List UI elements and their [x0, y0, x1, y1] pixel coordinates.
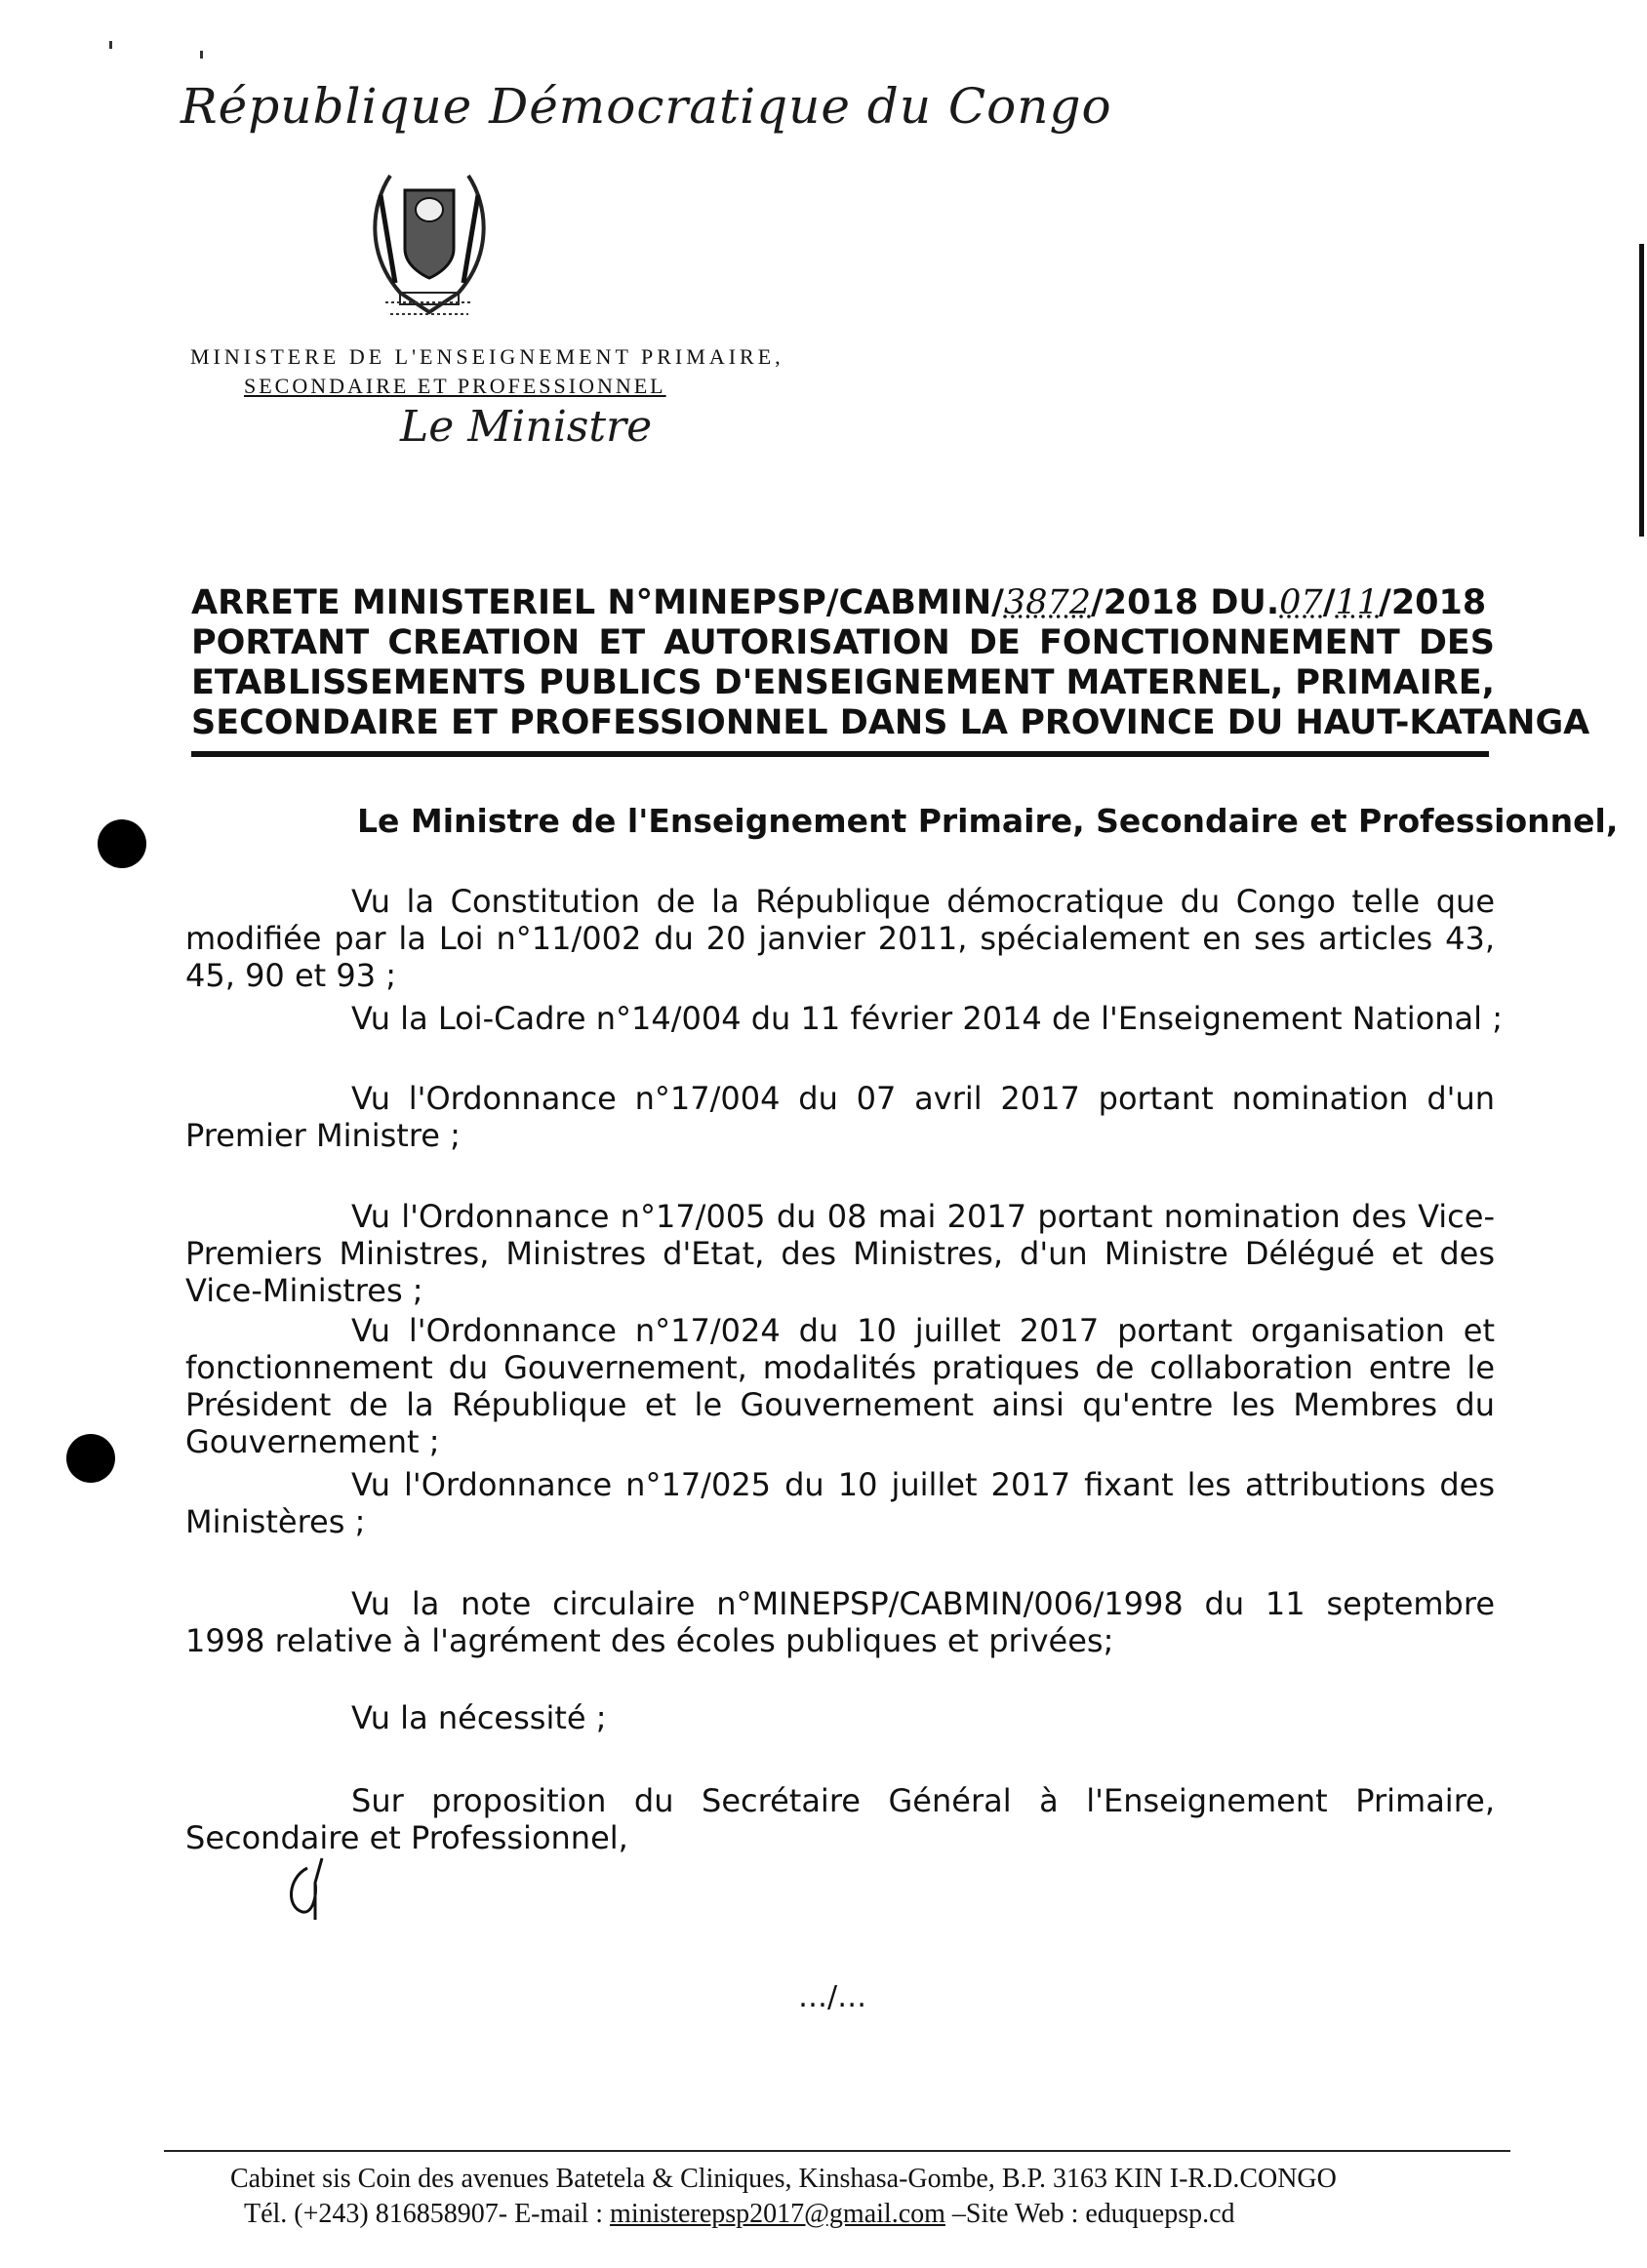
footer-email-link[interactable]: ministerepsp2017@gmail.com	[610, 2199, 945, 2229]
title-line-4: SECONDAIRE ET PROFESSIONNEL DANS LA PROVINCE DU HAUT-KATANGA	[191, 703, 1590, 742]
handwritten-day: 07	[1279, 583, 1323, 622]
coat-of-arms-emblem	[361, 156, 498, 322]
intro-line: Le Ministre de l'Enseignement Primaire, Secondaire et Professionnel,	[357, 802, 1619, 840]
decree-number-prefix: ARRETE MINISTERIEL N°MINEPSP/CABMIN/3872/2018 DU.07/11/2018	[191, 583, 1487, 622]
header-republic: République Démocratique du Congo	[181, 78, 1112, 135]
scan-mark	[200, 51, 203, 59]
paragraph-proposition: Sur proposition du Secrétaire Général à l'Enseignement Primaire, Secondaire et Professionnel,	[185, 1782, 1495, 1856]
paragraph-ordonnance-17-024: Vu l'Ordonnance n°17/024 du 10 juillet 2017 portant organisation et fonctionnement du Gouvernement, modalités pratiques de collaboration entre le Président de la République et le Gouvernement ainsi qu'entre les Membres du Gouvernement ;	[185, 1312, 1495, 1460]
title-underline-rule	[191, 751, 1489, 757]
handwritten-decree-number: 3872	[1003, 583, 1091, 622]
paragraph-necessite: Vu la nécessité ;	[351, 1699, 607, 1736]
ministry-name-line1: MINISTERE DE L'ENSEIGNEMENT PRIMAIRE,	[190, 344, 784, 369]
paragraph-constitution: Vu la Constitution de la République démocratique du Congo telle que modifiée par la Loi n°11/002 du 20 janvier 2011, spécialement en ses articles 43, 45, 90 et 93 ;	[185, 883, 1495, 994]
paragraph-ordonnance-17-004: Vu l'Ordonnance n°17/004 du 07 avril 2017 portant nomination d'un Premier Ministre ;	[185, 1080, 1495, 1154]
footer-address: Cabinet sis Coin des avenues Batetela & Cliniques, Kinshasa-Gombe, B.P. 3163 KIN I-R.D.CONGO	[230, 2164, 1337, 2194]
handwritten-month: 11	[1335, 583, 1380, 622]
title-line-1	[191, 583, 1495, 623]
decree-title	[191, 583, 1590, 743]
title-line-2: PORTANT CREATION ET AUTORISATION DE FONCTIONNEMENT DES	[191, 623, 1495, 662]
paragraph-loi-cadre: Vu la Loi-Cadre n°14/004 du 11 février 2014 de l'Enseignement National ;	[351, 1000, 1503, 1037]
footer-contact: Tél. (+243) 816858907- E-mail : ministerepsp2017@gmail.com –Site Web : eduquepsp.cd	[244, 2199, 1235, 2229]
ministry-name-line2: SECONDAIRE ET PROFESSIONNEL	[244, 374, 666, 398]
le-ministre-heading: Le Ministre	[400, 402, 653, 452]
punch-hole	[98, 819, 146, 868]
paragraph-ordonnance-17-025: Vu l'Ordonnance n°17/025 du 10 juillet 2017 fixant les attributions des Ministères ;	[185, 1466, 1495, 1540]
paragraph-ordonnance-17-005: Vu l'Ordonnance n°17/005 du 08 mai 2017 portant nomination des Vice-Premiers Ministres, Ministres d'Etat, des Ministres, d'un Ministre Délégué et des Vice-Ministres ;	[185, 1198, 1495, 1309]
handwritten-initial-mark	[278, 1853, 337, 1922]
page-continuation: …/…	[798, 1980, 867, 2014]
paragraph-note-circulaire: Vu la note circulaire n°MINEPSP/CABMIN/006/1998 du 11 septembre 1998 relative à l'agrément des écoles publiques et privées;	[185, 1585, 1495, 1659]
scan-edge-bar	[1639, 244, 1644, 537]
punch-hole	[66, 1434, 115, 1483]
scan-mark	[109, 41, 112, 49]
title-line-3: ETABLISSEMENTS PUBLICS D'ENSEIGNEMENT MATERNEL, PRIMAIRE,	[191, 663, 1495, 702]
footer-rule	[164, 2150, 1510, 2152]
